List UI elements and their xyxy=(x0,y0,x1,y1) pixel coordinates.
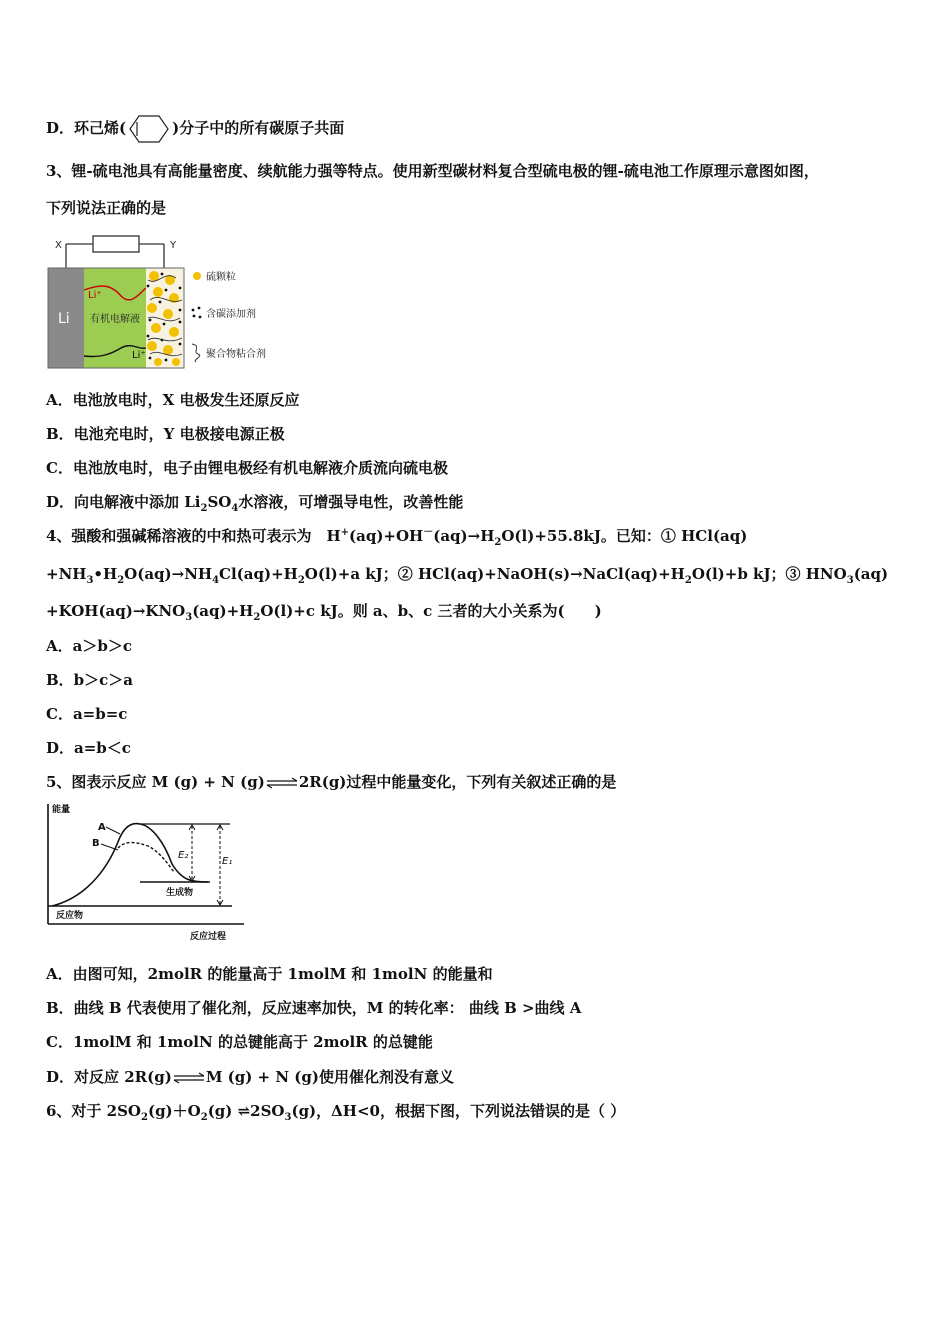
y-axis-label: 能量 xyxy=(52,805,71,815)
q3-option-d xyxy=(46,492,463,512)
q2-option-d xyxy=(46,114,344,144)
q4-l1-a: 4、强酸和强碱稀溶液的中和热可表示为 H xyxy=(46,527,341,545)
q4-l2-e: O(l)+a kJ；② HCl(aq)+NaOH(s)→NaCl(aq)+H xyxy=(304,565,685,583)
q4-l3-sub2: 2 xyxy=(253,612,261,623)
q4-l1-d: O(l)+55.8kJ。已知：① HCl(aq) xyxy=(501,527,748,545)
q4-l2-sub6: 3 xyxy=(846,575,854,586)
q4-l2-c: O(aq)→NH xyxy=(124,565,213,583)
q4-l1-c: (aq)→H xyxy=(433,527,495,545)
q2-option-d-suffix: )分子中的所有碳原子共面 xyxy=(172,119,345,137)
q3-option-c: C．电池放电时，电子由锂电极经有机电解液介质流向硫电极 xyxy=(46,459,448,477)
q6-b: (g)＋O xyxy=(147,1102,201,1120)
q3-option-d-part3: 水溶液，可增强导电性，改善性能 xyxy=(238,493,464,511)
q4-l3-b: (aq)+H xyxy=(192,602,254,620)
x-axis-label: 反应过程 xyxy=(190,932,227,942)
q4-l2-sub5: 2 xyxy=(684,575,692,586)
q6-c: (g) ⇌2SO xyxy=(207,1102,285,1120)
q4-stem-line1 xyxy=(46,526,747,546)
q5-option-d-a: D．对反应 2R(g) xyxy=(46,1068,172,1086)
product-label: 生成物 xyxy=(166,888,194,898)
q4-l1-b: (aq)+OH xyxy=(349,527,424,545)
q5-option-a: A．由图可知，2molR 的能量高于 1molM 和 1molN 的能量和 xyxy=(46,965,493,983)
q5-stem xyxy=(46,772,616,792)
q5-option-d-b: M (g) + N (g)使用催化剂没有意义 xyxy=(205,1068,454,1086)
label-y: Y xyxy=(170,240,177,251)
q5-option-c: C．1molM 和 1molN 的总键能高于 2molR 的总键能 xyxy=(46,1033,433,1051)
equilibrium-arrow-icon xyxy=(265,777,299,789)
q5-stem-a: 5、图表示反应 M (g) + N (g) xyxy=(46,773,265,791)
e2-label: E₂ xyxy=(178,850,189,861)
li-ion-bottom: Li⁺ xyxy=(132,350,146,361)
q4-l3-c: O(l)+c kJ。则 a、b、c 三者的大小关系为( ) xyxy=(260,602,602,620)
electrolyte-label: 有机电解液 xyxy=(90,314,140,325)
legend-sulfur: 硫颗粒 xyxy=(206,272,236,283)
legend-carbon: 含碳添加剂 xyxy=(206,309,256,320)
q4-l2-g: (aq) xyxy=(853,565,889,583)
energy-profile-diagram xyxy=(44,802,254,944)
q4-l1-sup2: － xyxy=(423,527,434,538)
curve-a-label: A xyxy=(98,822,106,833)
q4-l2-b: •H xyxy=(93,565,118,583)
q4-l1-sub1: 2 xyxy=(494,537,502,548)
reactant-label: 反应物 xyxy=(56,911,84,921)
q3-option-a: A．电池放电时，X 电极发生还原反应 xyxy=(46,391,300,409)
q4-l2-sub3: 4 xyxy=(212,575,220,586)
q5-stem-b: 2R(g)过程中能量变化，下列有关叙述正确的是 xyxy=(298,773,617,791)
equilibrium-arrow-icon xyxy=(172,1072,206,1084)
q4-l2-a: +NH xyxy=(46,565,87,583)
q4-l1-sup1: + xyxy=(340,527,350,538)
q4-l3-sub1: 3 xyxy=(185,612,193,623)
label-x: X xyxy=(55,240,62,251)
curve-b-label: B xyxy=(92,838,100,849)
q4-option-b: B．b＞c＞a xyxy=(46,671,134,689)
q6-sub1: 2 xyxy=(141,1112,148,1123)
q3-option-d-sub2: 4 xyxy=(231,503,239,514)
q4-l2-sub2: 2 xyxy=(117,575,125,586)
q6-sub3: 3 xyxy=(284,1112,292,1123)
q3-stem-line1: 3、锂-硫电池具有高能量密度、续航能力强等特点。使用新型碳材料复合型硫电极的锂-硫电池工作原理示意图如图， xyxy=(46,162,819,180)
li-ion-top: Li⁺ xyxy=(88,290,102,301)
q6-d: (g)，ΔH<0，根据下图，下列说法错误的是（ ） xyxy=(291,1102,626,1120)
q4-option-a: A．a＞b＞c xyxy=(46,637,132,655)
q4-option-c: C．a=b=c xyxy=(46,705,128,723)
q6-a: 6、对于 2SO xyxy=(46,1102,141,1120)
q3-option-b: B．电池充电时，Y 电极接电源正极 xyxy=(46,425,285,443)
q4-stem-line3 xyxy=(46,601,602,621)
q4-option-d: D．a=b＜c xyxy=(46,739,131,757)
q4-l2-d: Cl(aq)+H xyxy=(219,565,298,583)
q6-sub2: 2 xyxy=(200,1112,208,1123)
q3-stem-line2: 下列说法正确的是 xyxy=(46,199,167,217)
lithium-sulfur-battery-diagram xyxy=(46,230,286,372)
q3-option-d-part2: SO xyxy=(207,493,232,511)
q3-option-d-sub1: 2 xyxy=(200,503,208,514)
q4-l2-sub1: 3 xyxy=(86,575,94,586)
e1-label: E₁ xyxy=(222,856,233,867)
q3-option-d-part1: D．向电解液中添加 Li xyxy=(46,493,201,511)
legend-binder: 聚合物粘合剂 xyxy=(206,349,266,360)
cyclohexene-structure-icon xyxy=(128,114,170,144)
li-electrode-label: Li xyxy=(58,311,70,327)
q4-l2-sub4: 2 xyxy=(297,575,305,586)
q4-stem-line2 xyxy=(46,564,888,584)
curve-b xyxy=(118,843,174,873)
q5-option-d xyxy=(46,1067,454,1087)
q6-stem xyxy=(46,1101,625,1121)
q4-l3-a: +KOH(aq)→KNO xyxy=(46,602,186,620)
q4-l2-f: O(l)+b kJ；③ HNO xyxy=(691,565,847,583)
q2-option-d-prefix: D．环己烯( xyxy=(46,119,127,137)
q5-option-b: B．曲线 B 代表使用了催化剂，反应速率加快，M 的转化率： 曲线 B >曲线 A xyxy=(46,999,582,1017)
